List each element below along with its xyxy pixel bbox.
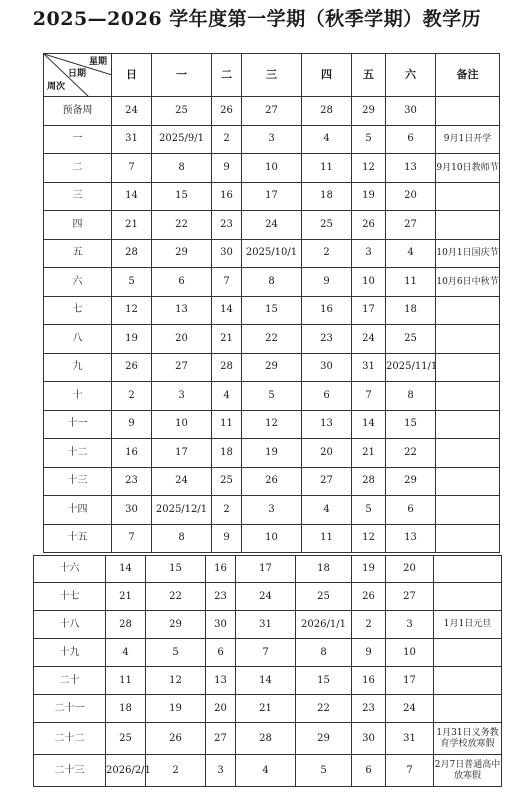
day-cell: 16 [112,439,152,468]
header-row [44,54,500,97]
week-cell: 十三 [44,467,112,496]
note-cell [436,353,500,382]
week-cell: 十四 [44,496,112,525]
header-wed: 三 [242,54,302,97]
day-cell: 5 [146,639,206,667]
day-cell: 14 [112,182,152,211]
table-row [34,583,502,611]
day-cell: 22 [386,439,436,468]
note-cell: 1月31日义务教育学校放寒假 [434,723,502,755]
table-row [44,182,500,211]
table-row [44,382,500,411]
day-cell: 23 [206,583,236,611]
day-cell: 26 [112,353,152,382]
note-cell: 1月1日元旦 [434,611,502,639]
day-cell: 5 [352,125,386,154]
day-cell: 5 [296,755,352,787]
day-cell: 20 [386,556,434,583]
note-cell [436,439,500,468]
week-cell: 一 [44,125,112,154]
corner-week-label: 周次 [47,82,66,93]
table-row [44,97,500,126]
table-row [34,695,502,723]
day-cell: 26 [242,467,302,496]
note-cell [436,296,500,325]
week-cell: 二十三 [34,755,106,787]
week-cell: 二十一 [34,695,106,723]
day-cell: 13 [386,524,436,553]
day-cell: 31 [352,353,386,382]
day-cell: 21 [112,211,152,240]
day-cell: 15 [296,667,352,695]
day-cell: 29 [146,611,206,639]
table-row [44,125,500,154]
table-row [34,639,502,667]
table-row [44,524,500,553]
week-cell: 十七 [34,583,106,611]
day-cell: 9 [112,410,152,439]
day-cell: 28 [112,239,152,268]
day-cell: 22 [152,211,212,240]
day-cell: 15 [386,410,436,439]
day-cell: 9 [352,639,386,667]
day-cell: 2 [352,611,386,639]
day-cell: 4 [236,755,296,787]
day-cell: 14 [212,296,242,325]
day-cell: 21 [212,325,242,354]
day-cell: 14 [106,556,146,583]
day-cell: 7 [112,154,152,183]
day-cell: 4 [106,639,146,667]
day-cell: 25 [386,325,436,354]
day-cell: 31 [386,723,434,755]
day-cell: 12 [352,524,386,553]
table-row [44,211,500,240]
day-cell: 23 [112,467,152,496]
week-cell: 三 [44,182,112,211]
day-cell: 3 [206,755,236,787]
table-row [34,667,502,695]
calendar-table-part-2 [33,555,502,787]
week-cell: 预备周 [44,97,112,126]
table-row [44,467,500,496]
day-cell: 13 [206,667,236,695]
week-cell: 九 [44,353,112,382]
day-cell: 2026/1/1 [296,611,352,639]
day-cell: 3 [242,125,302,154]
day-cell: 2025/9/1 [152,125,212,154]
header-sat: 六 [386,54,436,97]
day-cell: 26 [352,211,386,240]
day-cell: 6 [302,382,352,411]
week-cell: 十六 [34,556,106,583]
note-cell [436,182,500,211]
day-cell: 26 [212,97,242,126]
day-cell: 30 [386,97,436,126]
day-cell: 16 [352,667,386,695]
day-cell: 5 [242,382,302,411]
header-thu: 四 [302,54,352,97]
note-cell: 9月1日开学 [436,125,500,154]
table-row [34,556,502,583]
note-cell [436,524,500,553]
week-cell: 十九 [34,639,106,667]
day-cell: 18 [302,182,352,211]
day-cell: 28 [236,723,296,755]
day-cell: 8 [152,524,212,553]
day-cell: 13 [152,296,212,325]
day-cell: 15 [242,296,302,325]
day-cell: 28 [302,97,352,126]
header-corner-cell [44,54,112,97]
day-cell: 22 [296,695,352,723]
day-cell: 28 [352,467,386,496]
day-cell: 20 [206,695,236,723]
day-cell: 24 [242,211,302,240]
day-cell: 12 [112,296,152,325]
week-cell: 十八 [34,611,106,639]
note-cell [436,496,500,525]
day-cell: 31 [112,125,152,154]
day-cell: 13 [302,410,352,439]
day-cell: 25 [212,467,242,496]
day-cell: 2 [146,755,206,787]
day-cell: 18 [296,556,352,583]
day-cell: 27 [302,467,352,496]
note-cell [434,556,502,583]
corner-date-label: 日期 [68,69,87,79]
day-cell: 12 [352,154,386,183]
day-cell: 23 [302,325,352,354]
day-cell: 20 [152,325,212,354]
day-cell: 17 [152,439,212,468]
day-cell: 31 [236,611,296,639]
note-cell [434,695,502,723]
day-cell: 21 [236,695,296,723]
table-row [44,325,500,354]
day-cell: 25 [296,583,352,611]
note-cell [436,325,500,354]
day-cell: 18 [106,695,146,723]
day-cell: 16 [206,556,236,583]
note-cell: 9月10日教师节 [436,154,500,183]
day-cell: 5 [112,268,152,297]
day-cell: 2025/11/1 [386,353,436,382]
table-row [34,611,502,639]
day-cell: 27 [206,723,236,755]
day-cell: 24 [352,325,386,354]
day-cell: 17 [352,296,386,325]
day-cell: 21 [352,439,386,468]
week-cell: 六 [44,268,112,297]
day-cell: 19 [146,695,206,723]
day-cell: 25 [152,97,212,126]
day-cell: 30 [206,611,236,639]
table-row [44,154,500,183]
day-cell: 27 [242,97,302,126]
day-cell: 2025/10/1 [242,239,302,268]
day-cell: 6 [386,125,436,154]
day-cell: 18 [212,439,242,468]
day-cell: 11 [302,524,352,553]
day-cell: 9 [302,268,352,297]
week-cell: 二十二 [34,723,106,755]
day-cell: 4 [386,239,436,268]
day-cell: 6 [152,268,212,297]
table-row [44,239,500,268]
day-cell: 27 [386,583,434,611]
day-cell: 30 [352,723,386,755]
day-cell: 15 [152,182,212,211]
day-cell: 25 [302,211,352,240]
day-cell: 20 [386,182,436,211]
day-cell: 30 [212,239,242,268]
day-cell: 22 [146,583,206,611]
day-cell: 28 [212,353,242,382]
day-cell: 10 [242,524,302,553]
week-cell: 二十 [34,667,106,695]
day-cell: 6 [206,639,236,667]
day-cell: 17 [242,182,302,211]
week-cell: 八 [44,325,112,354]
table-row [34,723,502,755]
note-cell [436,467,500,496]
day-cell: 10 [242,154,302,183]
day-cell: 7 [386,755,434,787]
day-cell: 3 [152,382,212,411]
note-cell [436,410,500,439]
day-cell: 24 [112,97,152,126]
day-cell: 26 [352,583,386,611]
calendar-table-part-1 [43,53,500,553]
table-row [34,755,502,787]
day-cell: 8 [296,639,352,667]
day-cell: 27 [386,211,436,240]
day-cell: 3 [242,496,302,525]
day-cell: 13 [386,154,436,183]
table-row [44,296,500,325]
day-cell: 30 [112,496,152,525]
day-cell: 7 [236,639,296,667]
day-cell: 5 [352,496,386,525]
day-cell: 10 [386,639,434,667]
day-cell: 7 [212,268,242,297]
day-cell: 23 [212,211,242,240]
week-cell: 二 [44,154,112,183]
week-cell: 十一 [44,410,112,439]
day-cell: 29 [152,239,212,268]
day-cell: 8 [386,382,436,411]
day-cell: 10 [352,268,386,297]
week-cell: 十五 [44,524,112,553]
day-cell: 12 [146,667,206,695]
day-cell: 16 [302,296,352,325]
week-cell: 十 [44,382,112,411]
table-row [44,496,500,525]
day-cell: 14 [236,667,296,695]
day-cell: 29 [296,723,352,755]
day-cell: 20 [302,439,352,468]
note-cell [436,382,500,411]
day-cell: 24 [152,467,212,496]
day-cell: 8 [242,268,302,297]
day-cell: 17 [386,667,434,695]
day-cell: 2025/12/1 [152,496,212,525]
header-fri: 五 [352,54,386,97]
day-cell: 19 [112,325,152,354]
day-cell: 25 [106,723,146,755]
header-mon: 一 [152,54,212,97]
page-title: 2025—2026 学年度第一学期（秋季学期）教学历 [32,8,482,30]
day-cell: 17 [236,556,296,583]
day-cell: 6 [386,496,436,525]
day-cell: 11 [212,410,242,439]
day-cell: 2 [112,382,152,411]
corner-weekday-label: 星期 [88,57,107,67]
day-cell: 21 [106,583,146,611]
day-cell: 19 [242,439,302,468]
table-row [44,353,500,382]
day-cell: 7 [112,524,152,553]
day-cell: 15 [146,556,206,583]
day-cell: 12 [242,410,302,439]
table-row [44,439,500,468]
day-cell: 26 [146,723,206,755]
day-cell: 7 [352,382,386,411]
note-cell: 2月7日普通高中放寒假 [434,755,502,787]
day-cell: 9 [212,154,242,183]
day-cell: 8 [152,154,212,183]
note-cell: 10月1日国庆节 [436,239,500,268]
day-cell: 11 [302,154,352,183]
header-tue: 二 [212,54,242,97]
day-cell: 2 [212,496,242,525]
table-row [44,268,500,297]
day-cell: 14 [352,410,386,439]
day-cell: 11 [386,268,436,297]
day-cell: 24 [236,583,296,611]
day-cell: 22 [242,325,302,354]
day-cell: 10 [152,410,212,439]
day-cell: 19 [352,556,386,583]
note-cell: 10月6日中秋节 [436,268,500,297]
day-cell: 2 [212,125,242,154]
day-cell: 16 [212,182,242,211]
note-cell [436,211,500,240]
day-cell: 3 [386,611,434,639]
day-cell: 27 [152,353,212,382]
day-cell: 29 [352,97,386,126]
day-cell: 11 [106,667,146,695]
header-sun: 日 [112,54,152,97]
day-cell: 3 [352,239,386,268]
day-cell: 18 [386,296,436,325]
day-cell: 4 [212,382,242,411]
note-cell [436,97,500,126]
day-cell: 2 [302,239,352,268]
day-cell: 29 [386,467,436,496]
note-cell [434,583,502,611]
day-cell: 23 [352,695,386,723]
day-cell: 2026/2/1 [106,755,146,787]
day-cell: 4 [302,125,352,154]
day-cell: 28 [106,611,146,639]
day-cell: 19 [352,182,386,211]
table-row [44,410,500,439]
day-cell: 29 [242,353,302,382]
day-cell: 4 [302,496,352,525]
week-cell: 十二 [44,439,112,468]
note-cell [434,639,502,667]
day-cell: 30 [302,353,352,382]
header-note: 备注 [436,54,500,97]
day-cell: 6 [352,755,386,787]
week-cell: 七 [44,296,112,325]
day-cell: 24 [386,695,434,723]
week-cell: 四 [44,211,112,240]
day-cell: 9 [212,524,242,553]
note-cell [434,667,502,695]
week-cell: 五 [44,239,112,268]
